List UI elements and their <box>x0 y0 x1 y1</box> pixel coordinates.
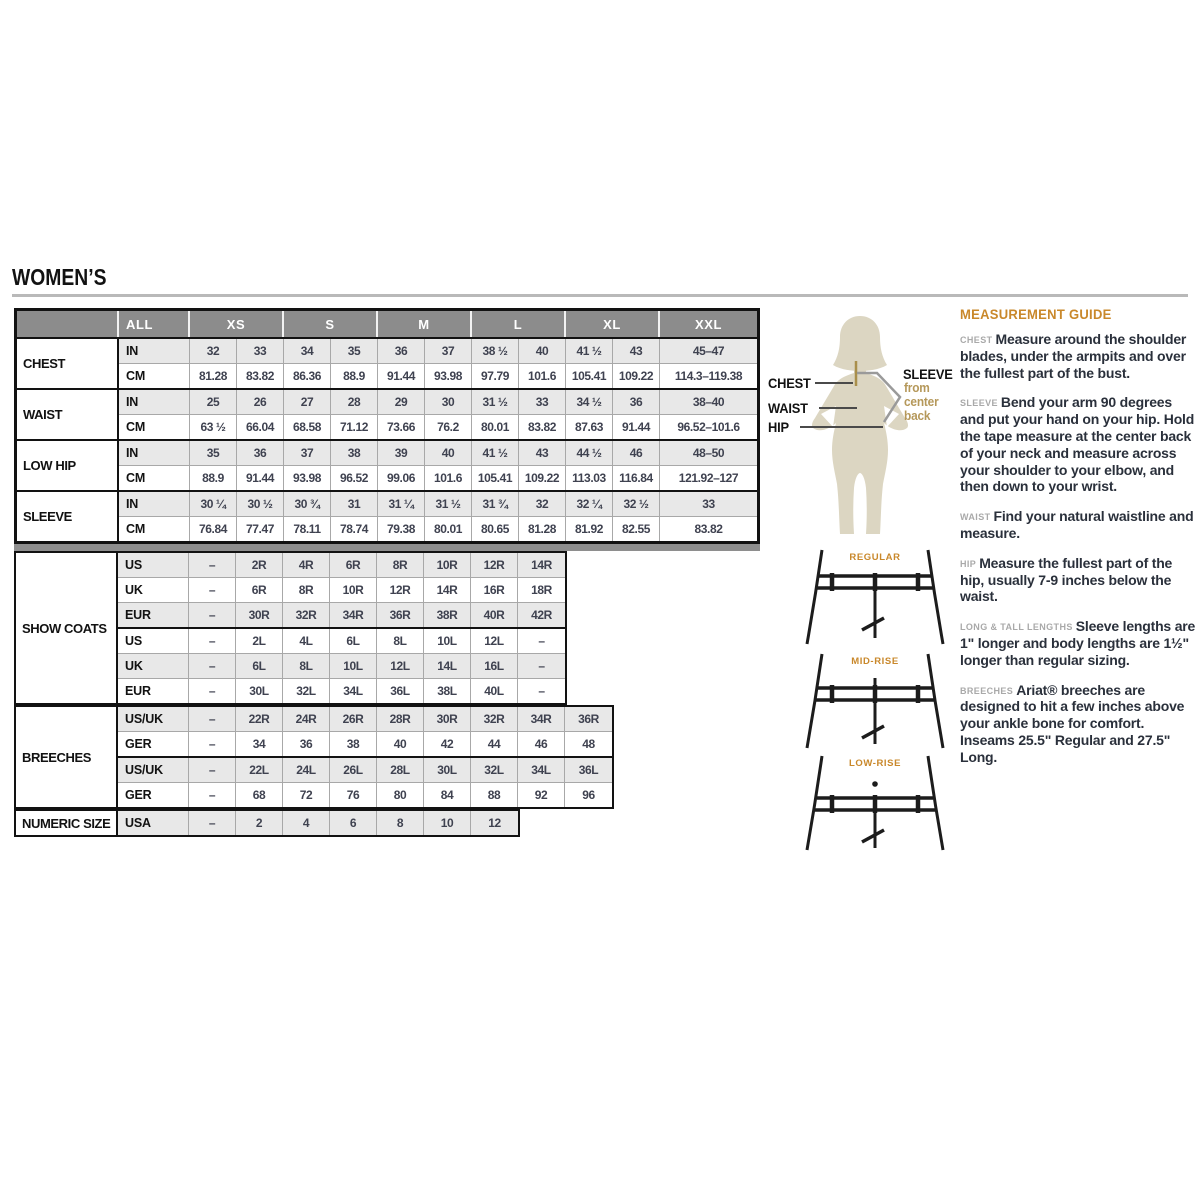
size-cell: 32R <box>283 603 330 627</box>
size-cell: 30L <box>424 758 471 782</box>
block-show-coats <box>14 551 567 705</box>
size-cell: 76 <box>330 783 377 807</box>
size-cell: 45–47 <box>660 339 757 363</box>
size-cell: 91.44 <box>237 466 284 490</box>
size-cell: 31 ½ <box>425 492 472 516</box>
size-cell: 109.22 <box>519 466 566 490</box>
unit-label: GER <box>118 732 189 756</box>
size-cell: – <box>189 758 236 782</box>
size-cell: 28 <box>331 390 378 414</box>
unit-label: IN <box>119 441 190 465</box>
table-section-breeches <box>16 707 612 807</box>
size-cell: 88.9 <box>331 364 378 388</box>
size-cell: – <box>189 603 236 627</box>
size-cell: 87.63 <box>566 415 613 439</box>
table-row <box>118 627 565 653</box>
size-cell: 32 ¼ <box>566 492 613 516</box>
row-group-label-chest: CHEST <box>17 339 119 388</box>
size-cell: 32 ½ <box>613 492 660 516</box>
guide-term-breeches: BREECHES <box>960 685 1014 696</box>
size-cell: – <box>189 654 236 678</box>
size-cell: 80.65 <box>472 517 519 541</box>
size-cell: 38 ½ <box>472 339 519 363</box>
guide-term-chest: CHEST <box>960 335 993 345</box>
size-cell: 68.58 <box>284 415 331 439</box>
size-cell: 72 <box>283 783 330 807</box>
size-cell: 35 <box>190 441 237 465</box>
size-cell: 66.04 <box>237 415 284 439</box>
size-cell: 83.82 <box>519 415 566 439</box>
header-size-cell-xs: XS <box>190 311 284 337</box>
size-cell: 2R <box>236 553 283 577</box>
size-cell: 6L <box>236 654 283 678</box>
size-cell: 28R <box>377 707 424 731</box>
size-cell: 43 <box>519 441 566 465</box>
figure-sleeve-label: SLEEVE <box>903 366 953 382</box>
rows-low-hip <box>119 441 757 490</box>
size-cell: 105.41 <box>472 466 519 490</box>
size-cell: 32 <box>519 492 566 516</box>
size-cell: 86.36 <box>284 364 331 388</box>
size-cell: 82.55 <box>613 517 660 541</box>
size-cell: 42R <box>518 603 565 627</box>
table-row <box>119 363 757 388</box>
size-cell: 81.28 <box>190 364 237 388</box>
size-cell: 28L <box>377 758 424 782</box>
size-cell: 35 <box>331 339 378 363</box>
size-cell: 10R <box>424 553 471 577</box>
guide-text-waist: Find your natural waistline and measure. <box>960 508 1194 541</box>
block-breeches <box>14 705 614 809</box>
size-cell: 32R <box>471 707 518 731</box>
size-cell: 63 ½ <box>190 415 237 439</box>
size-cell: 12L <box>377 654 424 678</box>
row-group-label-waist: WAIST <box>17 390 119 439</box>
size-cell: 10L <box>424 629 471 653</box>
header-size-cell-xl: XL <box>566 311 660 337</box>
size-cell: 46 <box>518 732 565 756</box>
size-cell: 33 <box>660 492 757 516</box>
size-cell: 30R <box>424 707 471 731</box>
size-cell: 109.22 <box>613 364 660 388</box>
unit-label: UK <box>118 654 189 678</box>
size-cell: – <box>538 634 545 648</box>
table-row <box>119 414 757 439</box>
size-cell: 12R <box>377 578 424 602</box>
guide-text-breeches: Ariat® breeches are designed to hit a few inches above your ankle bone for comfort. Inseams 25.5" Regular and 27.5" Long. <box>960 681 1185 765</box>
size-cell: 16L <box>471 654 518 678</box>
table-section-low-hip <box>17 439 757 490</box>
size-cell: 18R <box>531 583 552 597</box>
guide-entry-chest <box>960 331 1197 381</box>
size-cell: 81.28 <box>519 517 566 541</box>
guide-entry-long-tall <box>960 618 1197 668</box>
table-section-sleeve <box>17 490 757 541</box>
size-cell: 40 <box>519 339 566 363</box>
size-cell: 46 <box>613 441 660 465</box>
size-cell: 22L <box>236 758 283 782</box>
size-cell: 92 <box>518 783 565 807</box>
size-cell: 29 <box>378 390 425 414</box>
size-cell: 101.6 <box>519 364 566 388</box>
size-cell: 8R <box>377 553 424 577</box>
size-cell: 78.11 <box>284 517 331 541</box>
row-group-label-low-hip: LOW HIP <box>17 441 119 490</box>
size-cell: 30 ½ <box>237 492 284 516</box>
size-cell: 26 <box>237 390 284 414</box>
size-cell: 81.92 <box>566 517 613 541</box>
size-cell: 4R <box>283 553 330 577</box>
figure-chest-label: CHEST <box>768 375 811 391</box>
size-cell: 39 <box>378 441 425 465</box>
table-row <box>118 756 612 782</box>
size-cell: 30L <box>236 679 283 703</box>
size-cell: 33 <box>519 390 566 414</box>
size-cell: 33 <box>237 339 284 363</box>
rows-chest <box>119 339 757 388</box>
size-cell: 24L <box>283 758 330 782</box>
size-cell: 91.44 <box>378 364 425 388</box>
guide-text-long-tall: Sleeve lengths are 1" longer and body lengths are 1½" longer than regular sizing. <box>960 618 1196 668</box>
size-cell: 116.84 <box>613 466 660 490</box>
size-cell: 38 <box>331 441 378 465</box>
size-cell: 40L <box>471 679 518 703</box>
size-cell: 34R <box>518 707 565 731</box>
size-cell: 6R <box>330 553 377 577</box>
size-cell: 36 <box>378 339 425 363</box>
size-cell: 97.79 <box>472 364 519 388</box>
size-cell: 30 ¼ <box>190 492 237 516</box>
unit-label: CM <box>119 415 190 439</box>
size-cell: 26R <box>330 707 377 731</box>
guide-entry-hip <box>960 555 1197 605</box>
table-row <box>119 390 757 414</box>
rows-breeches <box>118 707 612 807</box>
size-cell: – <box>538 684 545 698</box>
table-row <box>118 602 565 627</box>
size-cell: 31 <box>331 492 378 516</box>
size-cell: 22R <box>236 707 283 731</box>
size-cell: 30R <box>236 603 283 627</box>
size-cell: 71.12 <box>331 415 378 439</box>
size-cell: 12R <box>471 553 518 577</box>
size-cell: 34 ½ <box>566 390 613 414</box>
guide-term-sleeve: SLEEVE <box>960 398 998 409</box>
unit-label: CM <box>119 466 190 490</box>
size-cell: 31 ½ <box>472 390 519 414</box>
size-cell: 27 <box>284 390 331 414</box>
size-cell: 8L <box>283 654 330 678</box>
unit-label: US <box>118 629 189 653</box>
size-cell: 96.52–101.6 <box>677 420 740 434</box>
size-cell: 80.01 <box>425 517 472 541</box>
unit-label: USA <box>118 811 189 835</box>
table-section-waist <box>17 388 757 439</box>
size-cell: 14R <box>518 553 565 577</box>
size-cell: 31 ¼ <box>378 492 425 516</box>
size-cell: 41 ½ <box>472 441 519 465</box>
size-cell: 91.44 <box>613 415 660 439</box>
size-cell: 25 <box>190 390 237 414</box>
table-section-numeric-size <box>16 811 518 835</box>
unit-label: IN <box>119 492 190 516</box>
size-cell: 36R <box>377 603 424 627</box>
table-row <box>118 811 518 835</box>
size-cell: 113.03 <box>566 466 613 490</box>
size-cell: 34L <box>518 758 565 782</box>
guide-entry-waist <box>960 508 1197 542</box>
size-cell: 38 <box>330 732 377 756</box>
size-cell: 32L <box>283 679 330 703</box>
size-cell: 93.98 <box>425 364 472 388</box>
table-section-show-coats <box>16 553 565 703</box>
size-cell: 30 <box>425 390 472 414</box>
row-group-label-breeches: BREECHES <box>16 707 118 807</box>
size-cell: 16R <box>471 578 518 602</box>
figure-waist-label: WAIST <box>768 400 808 416</box>
size-cell: 78.74 <box>331 517 378 541</box>
guide-entry-sleeve <box>960 394 1197 495</box>
guide-text-chest: Measure around the shoulder blades, under the armpits and over the fullest part of the bust. <box>960 331 1187 381</box>
unit-label: US/UK <box>118 758 189 782</box>
header-size-cell-m: M <box>378 311 472 337</box>
size-cell: 44 <box>471 732 518 756</box>
unit-label: US <box>118 553 189 577</box>
size-cell: 42 <box>424 732 471 756</box>
rise-label-low-rise: LOW-RISE <box>848 758 902 769</box>
rise-figure-mid-rise <box>800 650 950 752</box>
size-cell: 30 ¾ <box>284 492 331 516</box>
size-cell: 34 <box>236 732 283 756</box>
size-cell: – <box>189 707 236 731</box>
unit-label: GER <box>118 783 189 807</box>
size-cell: 34 <box>284 339 331 363</box>
size-cell: – <box>189 732 236 756</box>
size-cell: 48–50 <box>660 441 757 465</box>
size-cell: 14L <box>424 654 471 678</box>
size-cell: 79.38 <box>378 517 425 541</box>
size-cell: 43 <box>613 339 660 363</box>
size-cell: 6R <box>236 578 283 602</box>
size-cell: – <box>189 811 236 835</box>
size-cell: 68 <box>236 783 283 807</box>
female-silhouette-illustration <box>765 310 965 550</box>
size-cell: 32L <box>471 758 518 782</box>
size-cell: 24R <box>283 707 330 731</box>
size-cell: 83.82 <box>694 522 723 536</box>
header-corner-cell <box>17 311 119 337</box>
size-cell: 84 <box>424 783 471 807</box>
guide-term-long-tall: LONG & TALL LENGTHS <box>960 622 1073 633</box>
size-cell: 36L <box>565 758 612 782</box>
rise-figure-regular <box>800 546 950 648</box>
size-cell: – <box>189 783 236 807</box>
size-cell: 48 <box>582 737 595 751</box>
size-cell: 44 ½ <box>566 441 613 465</box>
guide-text-hip: Measure the fullest part of the hip, usually 7-9 inches below the waist. <box>960 554 1173 605</box>
size-cell: 10L <box>330 654 377 678</box>
guide-term-hip: HIP <box>960 558 977 569</box>
size-cell: 76.2 <box>425 415 472 439</box>
size-cell: 80.01 <box>472 415 519 439</box>
size-cell: – <box>189 679 236 703</box>
size-cell: 34R <box>330 603 377 627</box>
size-cell: – <box>518 654 565 678</box>
row-group-label-numeric-size: NUMERIC SIZE <box>16 811 118 835</box>
unit-label: CM <box>119 517 190 541</box>
size-cell: 36 <box>283 732 330 756</box>
guide-entry-breeches <box>960 682 1197 766</box>
size-cell: 12 <box>471 811 518 835</box>
size-cell: 10 <box>424 811 471 835</box>
size-cell: 2 <box>236 811 283 835</box>
table-row <box>118 678 565 703</box>
unit-label: EUR <box>118 603 189 627</box>
size-cell: 80 <box>377 783 424 807</box>
size-cell: 8 <box>377 811 424 835</box>
size-cell: 38L <box>424 679 471 703</box>
table-row <box>118 782 612 807</box>
garment-sizes-blocks <box>14 551 760 837</box>
rise-label-mid-rise: MID-RISE <box>851 656 899 667</box>
size-cell: 40 <box>377 732 424 756</box>
size-cell: 10R <box>330 578 377 602</box>
section-separator-band <box>14 544 760 551</box>
size-cell: – <box>189 553 236 577</box>
unit-label: IN <box>119 390 190 414</box>
table-section-chest <box>17 337 757 388</box>
header-size-cell-xxl: XXL <box>694 316 723 332</box>
size-cell: 88 <box>471 783 518 807</box>
rise-figure-low-rise <box>800 752 950 854</box>
row-group-label-show-coats: SHOW COATS <box>16 553 118 703</box>
size-cell: 6L <box>330 629 377 653</box>
rows-numeric-size <box>118 811 518 835</box>
size-cell: 88.9 <box>190 466 237 490</box>
table-row <box>118 707 612 731</box>
size-cell: 12L <box>471 629 518 653</box>
size-cell: 36 <box>237 441 284 465</box>
size-cell: 101.6 <box>425 466 472 490</box>
size-cell: 83.82 <box>237 364 284 388</box>
size-cell: 40R <box>471 603 518 627</box>
size-cell: 14R <box>424 578 471 602</box>
size-cell: 77.47 <box>237 517 284 541</box>
size-cell: 37 <box>425 339 472 363</box>
table-row <box>118 653 565 678</box>
size-cell: 40 <box>425 441 472 465</box>
measurement-guide-title: MEASUREMENT GUIDE <box>960 306 1112 322</box>
size-cell: 76.84 <box>190 517 237 541</box>
size-cell: 32 <box>190 339 237 363</box>
guide-term-waist: WAIST <box>960 512 991 523</box>
size-cell: 73.66 <box>378 415 425 439</box>
size-cell: 96.52 <box>331 466 378 490</box>
table-row <box>119 492 757 516</box>
size-cell: 99.06 <box>378 466 425 490</box>
rows-show-coats <box>118 553 565 703</box>
size-cell: 36R <box>565 707 612 731</box>
size-cell: 38–40 <box>660 390 757 414</box>
guide-text-sleeve: Bend your arm 90 degrees and put your hand on your hip. Hold the tape measure at the center back of your neck and measure across your shoulder to your elbow, and then down to your wrist. <box>960 394 1195 495</box>
header-size-cell-l: L <box>472 311 566 337</box>
size-cell: 34L <box>330 679 377 703</box>
table-row <box>118 731 612 756</box>
size-cell: 105.41 <box>566 364 613 388</box>
block-numeric-size <box>14 809 520 837</box>
size-cell: 38R <box>424 603 471 627</box>
sleeve-from-center-back-label: from center back <box>904 381 939 423</box>
size-cell: 114.3–119.38 <box>674 369 743 383</box>
measurements-block <box>14 308 760 544</box>
size-cell: 4L <box>283 629 330 653</box>
unit-label: CM <box>119 364 190 388</box>
size-cell: – <box>189 629 236 653</box>
table-row <box>118 553 565 577</box>
table-row <box>119 441 757 465</box>
size-table <box>14 308 760 837</box>
unit-label: US/UK <box>118 707 189 731</box>
unit-label: UK <box>118 578 189 602</box>
size-cell: 36L <box>377 679 424 703</box>
size-cell: 26L <box>330 758 377 782</box>
header-all-cell: ALL <box>119 311 190 337</box>
size-cell: 37 <box>284 441 331 465</box>
rise-label-regular: REGULAR <box>849 552 901 563</box>
size-cell: 41 ½ <box>566 339 613 363</box>
size-cell: 4 <box>283 811 330 835</box>
row-group-label-sleeve: SLEEVE <box>17 492 119 541</box>
unit-label: IN <box>119 339 190 363</box>
measurement-guide <box>960 306 1197 779</box>
figure-hip-label: HIP <box>768 419 789 435</box>
header-size-cell-s: S <box>284 311 378 337</box>
table-row <box>119 516 757 541</box>
unit-label: EUR <box>118 679 189 703</box>
size-cell: 8L <box>377 629 424 653</box>
size-cell: 31 ¾ <box>472 492 519 516</box>
table-row <box>118 577 565 602</box>
size-cell: 121.92–127 <box>678 471 739 485</box>
rows-waist <box>119 390 757 439</box>
size-cell: 2L <box>236 629 283 653</box>
size-cell: 96 <box>582 788 595 802</box>
rows-sleeve <box>119 492 757 541</box>
size-cell: 6 <box>330 811 377 835</box>
size-table-header-row <box>17 311 757 337</box>
size-cell: 8R <box>283 578 330 602</box>
size-cell: 36 <box>613 390 660 414</box>
size-cell: – <box>189 578 236 602</box>
size-cell: 93.98 <box>284 466 331 490</box>
table-row <box>119 465 757 490</box>
title-divider <box>12 294 1188 297</box>
page-title: WOMEN’S <box>12 264 107 290</box>
table-row <box>119 339 757 363</box>
